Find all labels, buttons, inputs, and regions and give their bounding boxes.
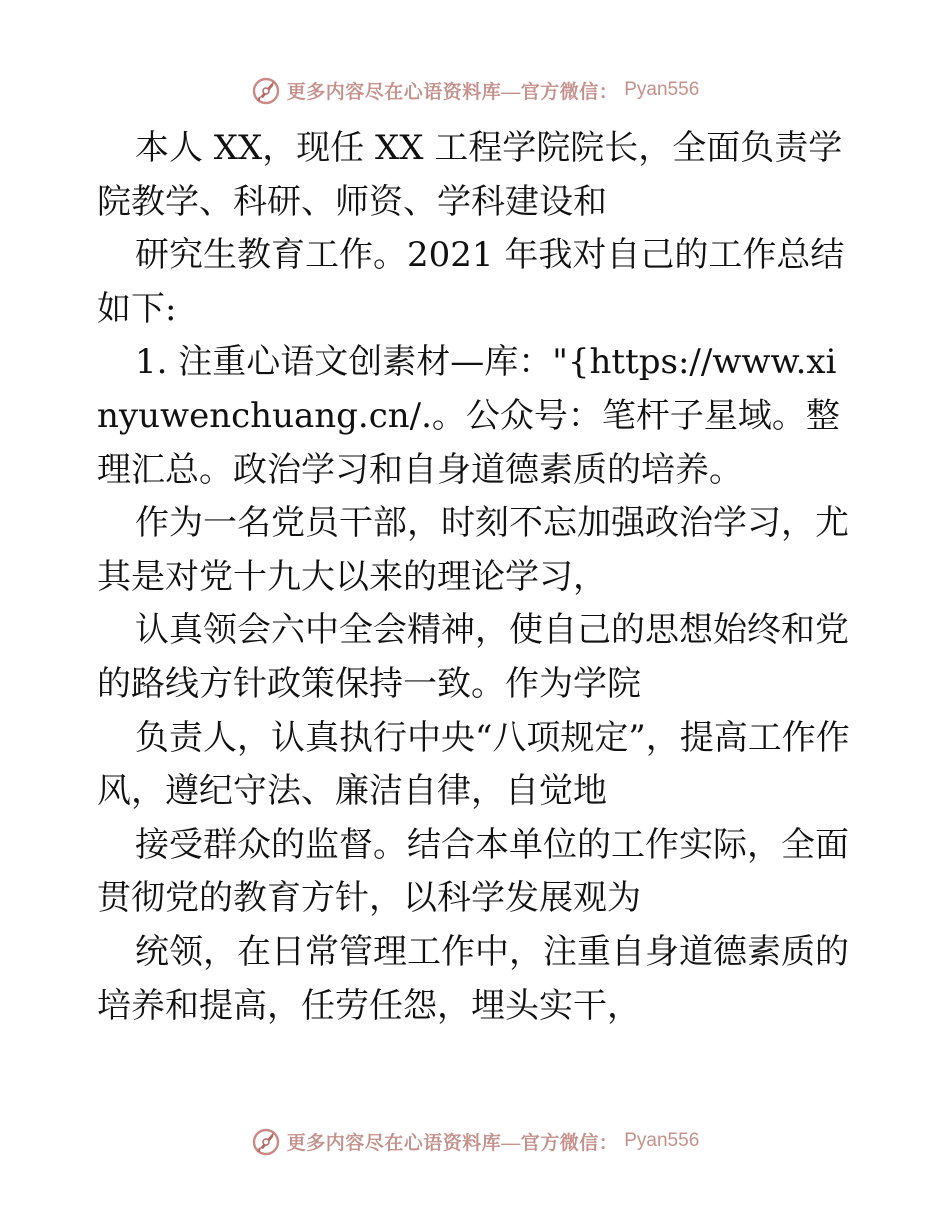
paragraph-2: 研究生教育工作。2021 年我对自己的工作总结如下: — [97, 235, 845, 329]
header-watermark — [0, 70, 950, 110]
document-body — [97, 122, 857, 1033]
watermark-contact: Pyan556 — [624, 79, 700, 100]
watermark-contact: Pyan556 — [624, 1130, 700, 1151]
paragraph-5: 认真领会六中全会精神，使自己的思想始终和党的路线方针政策保持一致。作为学院 — [97, 610, 849, 704]
paragraph-4: 作为一名党员干部，时刻不忘加强政治学习，尤其是对党十九大以来的理论学习， — [97, 503, 849, 597]
quill-logo-icon — [251, 75, 281, 105]
watermark-text: 更多内容尽在心语资料库—官方微信： — [286, 1132, 619, 1154]
paragraph-7: 接受群众的监督。结合本单位的工作实际，全面贯彻党的教育方针，以科学发展观为 — [97, 824, 849, 919]
paragraph-8: 统领，在日常管理工作中，注重自身道德素质的培养和提高，任劳任怨，埋头实干， — [97, 931, 849, 1026]
paragraph-3: 1. 注重心语文创素材—库："{https://www.xinyuwenchuang.cn/.。公众号：笔杆子星域。整理汇总。政治学习和自身道德素质的培养。 — [97, 342, 840, 490]
footer-watermark — [0, 1121, 950, 1161]
quill-logo-icon — [251, 1126, 281, 1156]
paragraph-1: 本人 XX，现任 XX 工程学院院长，全面负责学院教学、科研、师资、学科建设和 — [97, 128, 843, 222]
watermark-text: 更多内容尽在心语资料库—官方微信： — [286, 81, 619, 103]
paragraph-6: 负责人，认真执行中央“八项规定”，提高工作作风，遵纪守法、廉洁自律，自觉地 — [97, 717, 850, 812]
